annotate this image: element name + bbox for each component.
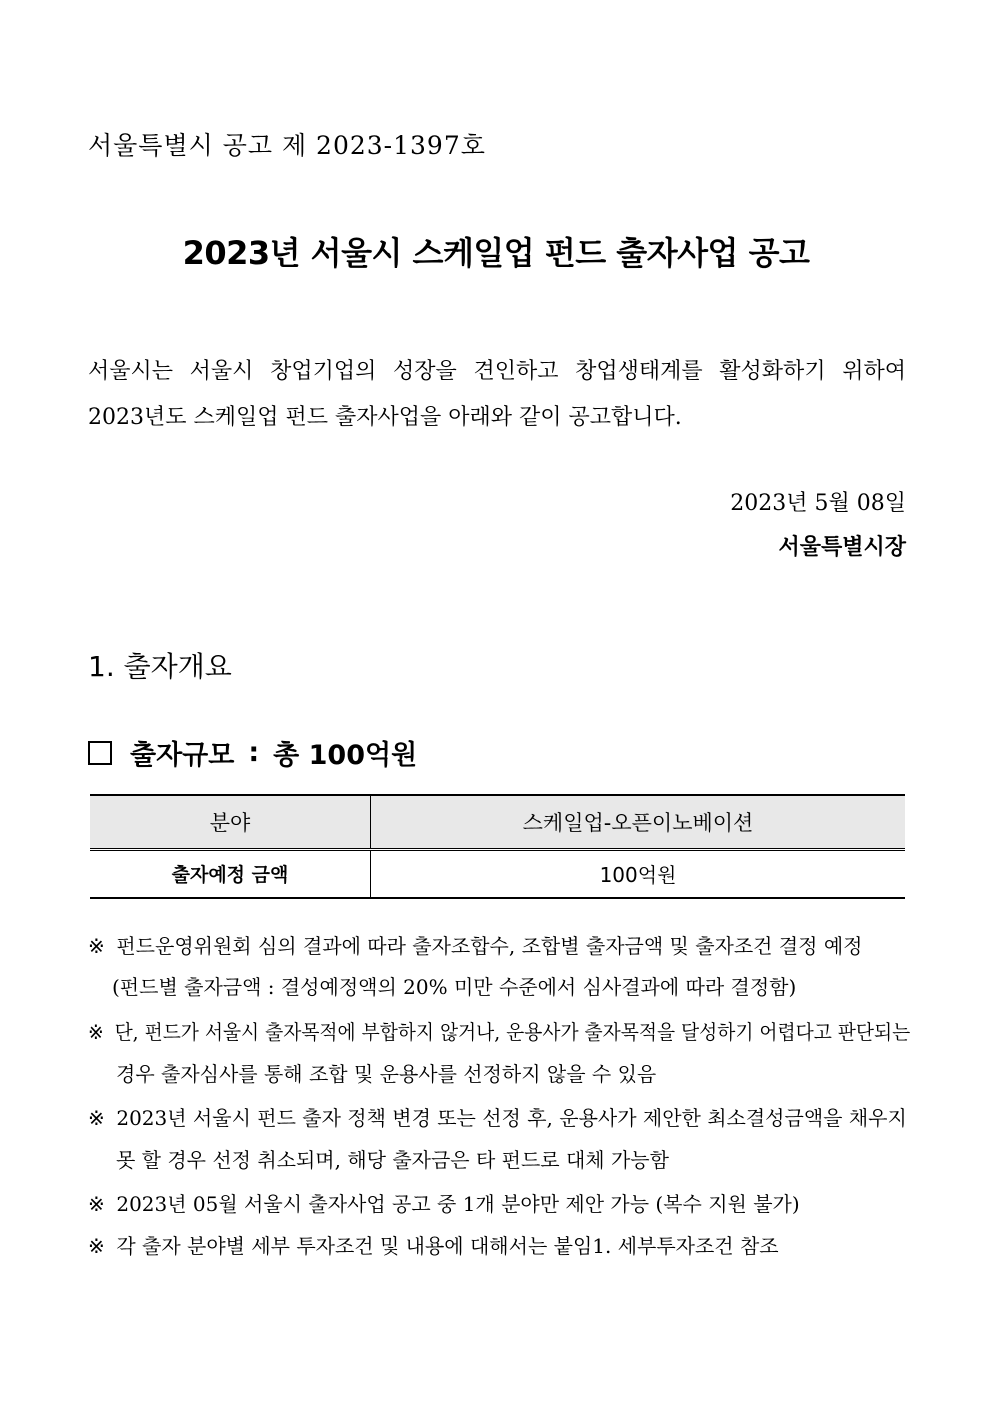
table-row <box>90 849 905 898</box>
row-value: 100억원 <box>371 849 906 898</box>
note-1 <box>88 930 863 959</box>
reference-mark: ※ <box>88 1106 105 1130</box>
note-4-text: 2023년 05월 서울시 출자사업 공고 중 1개 분야만 제안 가능 (복수 지원 불가) <box>116 1192 800 1216</box>
document-title: 2023년 서울시 스케일업 펀드 출자사업 공고 <box>182 234 810 272</box>
scale-separator: : <box>248 737 260 768</box>
note-2-text: 단, 펀드가 서울시 출자목적에 부합하지 않거나, 운용사가 출자목적을 달성하기 어렵다고 판단되는 <box>114 1020 911 1044</box>
intro-line-2: 2023년도 스케일업 펀드 출자사업을 아래와 같이 공고합니다. <box>88 405 682 430</box>
intro-line-1: 서울시는 서울시 창업기업의 성장을 견인하고 창업생태계를 활성화하기 위하여 <box>88 359 906 384</box>
reference-mark: ※ <box>88 934 105 958</box>
notice-date: 2023년 5월 08일 <box>730 491 906 516</box>
note-3 <box>88 1102 907 1131</box>
note-3-continuation: 못 할 경우 선정 취소되며, 해당 출자금은 타 펀드로 대체 가능함 <box>116 1148 669 1172</box>
note-2 <box>88 1016 910 1045</box>
notice-number: 서울특별시 공고 제 2023-1397호 <box>88 131 486 160</box>
investment-scale <box>88 733 417 772</box>
reference-mark: ※ <box>88 1234 105 1258</box>
note-2-continuation: 경우 출자심사를 통해 조합 및 운용사를 선정하지 않을 수 있음 <box>116 1062 657 1086</box>
reference-mark: ※ <box>88 1020 104 1044</box>
note-1-continuation: (펀드별 출자금액 : 결성예정액의 20% 미만 수준에서 심사결과에 따라 결정함) <box>112 975 797 999</box>
header-field: 분야 <box>90 795 371 849</box>
table-header-row <box>90 795 905 849</box>
checkbox-square-icon <box>88 741 112 765</box>
scale-value: 총 100억원 <box>273 740 418 771</box>
investment-table <box>90 794 905 899</box>
note-3-text: 2023년 서울시 펀드 출자 정책 변경 또는 선정 후, 운용사가 제안한 최소결성금액을 채우지 <box>116 1106 907 1130</box>
scale-label: 출자규모 <box>130 740 235 771</box>
signer: 서울특별시장 <box>778 534 906 560</box>
note-1-text: 펀드운영위원회 심의 결과에 따라 출자조합수, 조합별 출자금액 및 출자조건 결정 예정 <box>116 934 863 958</box>
header-category: 스케일업-오픈이노베이션 <box>371 795 906 849</box>
section-heading: 1. 출자개요 <box>88 650 232 683</box>
note-5-text: 각 출자 분야별 세부 투자조건 및 내용에 대해서는 붙임1. 세부투자조건 참조 <box>116 1234 779 1258</box>
note-5 <box>88 1230 779 1259</box>
note-4 <box>88 1188 800 1217</box>
row-label: 출자예정 금액 <box>90 849 371 898</box>
reference-mark: ※ <box>88 1192 105 1216</box>
